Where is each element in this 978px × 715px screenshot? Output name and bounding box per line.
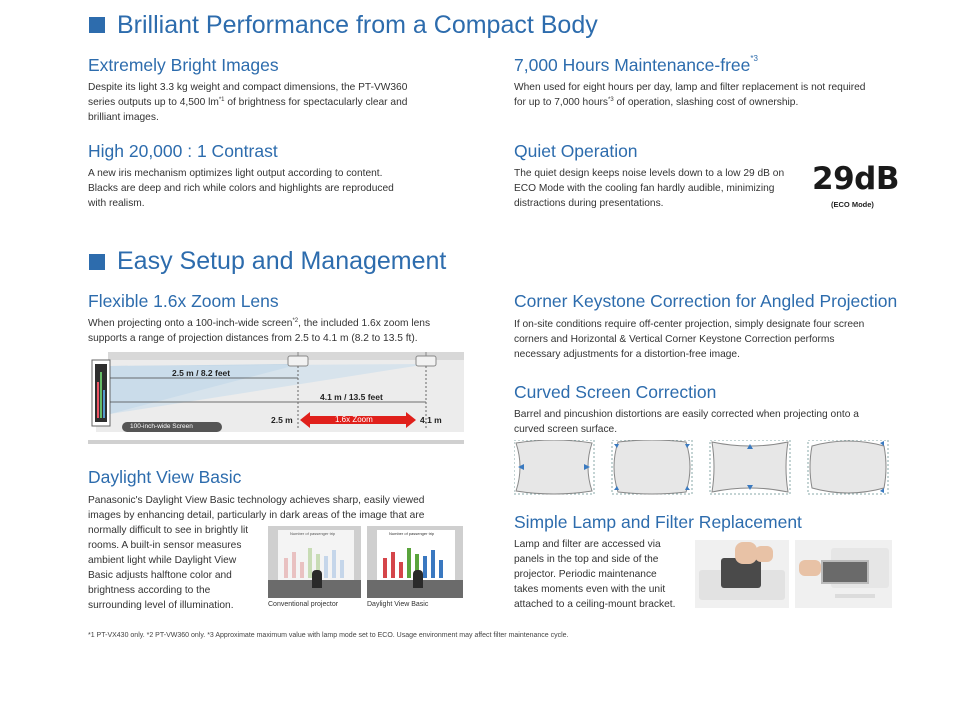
filter-replacement-photo	[795, 540, 892, 608]
heading-contrast: High 20,000 : 1 Contrast	[88, 141, 278, 161]
text-bright: Despite its light 3.3 kg weight and compact dimensions, the PT-VW360 series outputs up to 4,500 $lm^{*1}$ of brightness for spectacularly clear and brilliant images.	[88, 82, 408, 123]
text-maintenance: When used for eight hours per day, lamp and filter replacement is not required for up to 7,000 hours$^{*3}$ of operation, slashing cost of ownership.	[514, 82, 866, 108]
zoom-lens-diagram	[88, 352, 464, 444]
text-daylight-narrow: normally difficult to see in brightly lit rooms. A built-in sensor measures ambient light while Daylight View Basic adjusts halftone color and brightness according to the surrounding level of illumination.	[88, 525, 249, 611]
text-contrast: A new iris mechanism optimizes light output according to content. Blacks are deep and rich while colors and highlights are reproduced with realism.	[88, 168, 394, 209]
projector-far-icon	[416, 356, 436, 366]
lamp-replacement-photo	[695, 540, 789, 608]
text-quiet: The quiet design keeps noise levels down to a low 29 dB on ECO Mode with the cooling fan hardly audible, minimizing distractions during presentations.	[514, 168, 785, 209]
text-keystone: If on-site conditions require off-center projection, simply designate four screen corners and Horizontal & Vertical Corner Keystone Correction performs necessary adjustments for a distortion-free image.	[514, 319, 865, 360]
screen-label: 100-inch-wide Screen	[130, 423, 193, 430]
pincushion-horizontal-example	[514, 440, 594, 494]
projection-distance-illustration	[88, 352, 464, 444]
distortion-examples	[514, 440, 894, 495]
text-lamp: Lamp and filter are accessed via panels in the top and side of the projector. Periodic maintenance takes moments even with the unit attached to a ceiling-mount bracket.	[514, 539, 676, 610]
near-distance-label: 2.5 m / 8.2 feet	[172, 368, 231, 378]
text-zoom: When projecting onto a 100-inch-wide screen$^{*2}$, the included 1.6x zoom lens supports a range of projection distances from 2.5 to 4.1 m (8.2 to 13.5 ft).	[88, 318, 431, 344]
projector-near-icon	[288, 356, 308, 366]
far-distance-label: 4.1 m / 13.5 feet	[320, 392, 383, 402]
heading-keystone: Corner Keystone Correction for Angled Projection	[514, 291, 898, 311]
ceiling	[108, 352, 464, 360]
heading-maintenance: 7,000 Hours Maintenance-free$^{*3}$	[514, 54, 758, 75]
barrel-vertical-example	[808, 440, 888, 494]
noise-level-figure: 29dB	[812, 161, 899, 197]
heading-zoom: Flexible 1.6x Zoom Lens	[88, 291, 279, 311]
section-title-performance: Brilliant Performance from a Compact Body	[117, 11, 598, 39]
heading-daylight: Daylight View Basic	[88, 467, 242, 487]
heading-bright: Extremely Bright Images	[88, 55, 279, 75]
zoom-label: 1.6x Zoom	[335, 415, 373, 424]
zoom-max-label: 4.1 m	[420, 415, 442, 425]
daylight-view-photo: Number of passenger trip	[367, 526, 463, 598]
zoom-min-label: 2.5 m	[271, 415, 293, 425]
caption-daylight: Daylight View Basic	[367, 601, 429, 608]
footnote: *1 PT-VX430 only. *2 PT-VW360 only. *3 Approximate maximum value with lamp mode set to ECO. Usage environment may affect filter maintenance cycle.	[88, 632, 569, 639]
pincushion-vertical-example	[710, 440, 790, 494]
text-curved: Barrel and pincushion distortions are easily corrected when projecting onto a curved screen surface.	[514, 409, 859, 435]
heading-lamp: Simple Lamp and Filter Replacement	[514, 512, 802, 532]
section-marker	[89, 254, 105, 270]
barrel-example	[612, 440, 692, 494]
conventional-projector-photo: Number of passenger trip	[268, 526, 361, 598]
section-marker	[89, 17, 105, 33]
eco-mode-label: (ECO Mode)	[831, 200, 874, 209]
heading-quiet: Quiet Operation	[514, 141, 638, 161]
heading-curved: Curved Screen Correction	[514, 382, 717, 402]
section-title-setup: Easy Setup and Management	[117, 247, 447, 275]
caption-conventional: Conventional projector	[268, 601, 339, 608]
text-daylight-full: Panasonic's Daylight View Basic technology achieves sharp, easily viewed images by enhancing detail, particularly in dark areas of the image that are	[88, 495, 425, 521]
